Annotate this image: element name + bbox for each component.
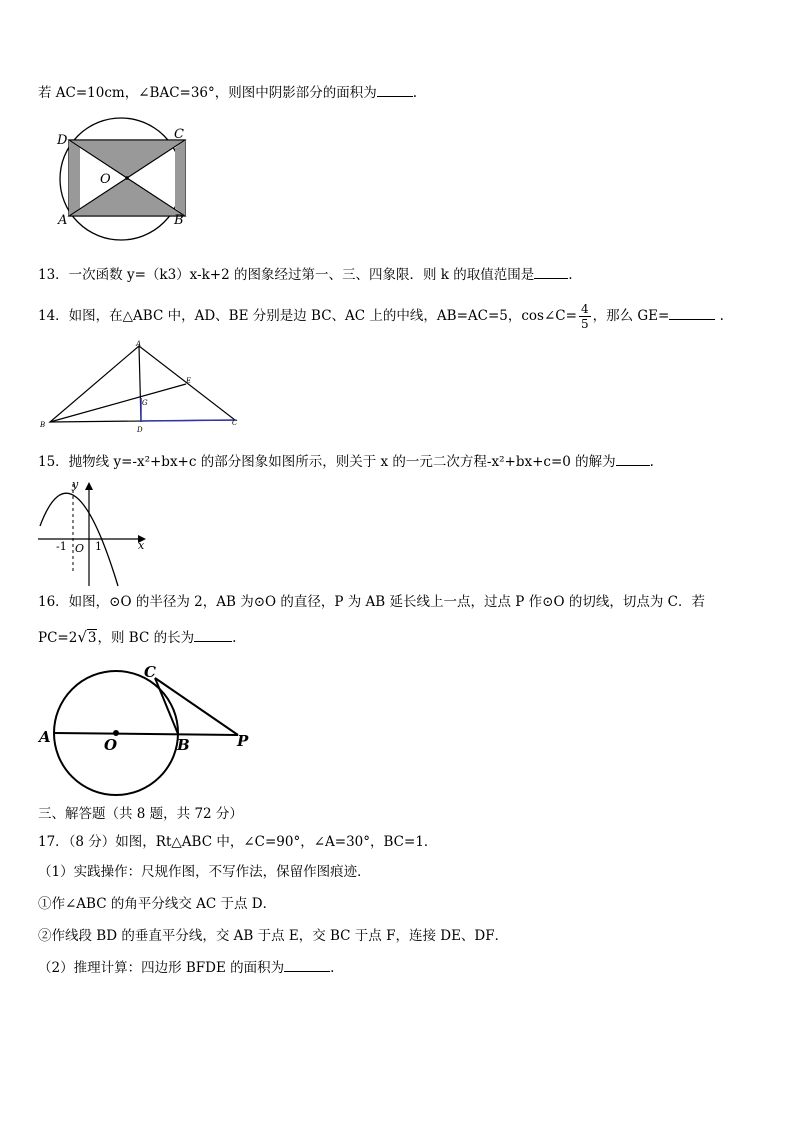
figure-q12	[50, 118, 190, 243]
q12-shaded-right-segment	[175, 140, 185, 216]
q13-text: 13．一次函数 y=（k3）x-k+2 的图象经过第一、三、四象限．则 k 的取值范围是	[38, 267, 535, 283]
q14-fraction-numerator: 4	[580, 302, 589, 316]
q14-fraction	[579, 302, 591, 331]
q13-answer-blank[interactable]	[534, 265, 568, 279]
q14-tail: ，那么 GE=	[592, 308, 670, 324]
q12-text: 若 AC=10cm，∠BAC=36°，则图中阴影部分的面积为	[38, 85, 377, 101]
q16-label-b: B	[177, 736, 190, 754]
q12-answer-blank[interactable]	[377, 83, 413, 97]
q14-label-b: B	[40, 421, 46, 429]
q17-intro: 17．（8 分）如图，Rt△ABC 中，∠C=90°，∠A=30°，BC=1．	[38, 834, 438, 850]
q17-end: .	[330, 960, 335, 976]
figure-q14	[38, 340, 248, 435]
q16-text-line-1	[38, 593, 705, 611]
q14-fraction-denominator: 5	[580, 317, 589, 331]
q12-center-point	[125, 176, 129, 180]
q12-shaded-bottom	[69, 178, 185, 216]
q17-step1: ①作∠ABC 的角平分线交 AC 于点 D．	[38, 896, 277, 912]
q16-text-line1: 16．如图，⊙O 的半径为 2，AB 为⊙O 的直径，P 为 AB 延长线上一点，过点 P 作⊙O 的切线，切点为 C．若	[38, 594, 705, 610]
q16-end: .	[232, 630, 237, 646]
q15-label-y: y	[72, 478, 79, 491]
q17-part2: （2）推理计算：四边形 BFDE 的面积为	[38, 960, 285, 976]
q17-part2-line	[38, 958, 334, 977]
figure-q16	[38, 660, 268, 800]
q14-label-g: G	[142, 399, 148, 407]
q14-text: 14．如图，在△ABC 中，AD、BE 分别是边 BC、AC 上的中线，AB=AC=5，cos∠C=	[38, 308, 577, 324]
q17-answer-blank[interactable]	[284, 958, 330, 972]
q12-label-o: O	[100, 172, 111, 187]
q16-answer-blank[interactable]	[194, 628, 232, 642]
q14-median-be	[50, 384, 186, 422]
q12-label-b: B	[174, 213, 184, 228]
q14-triangle	[50, 346, 235, 422]
q12-label-d: D	[57, 133, 68, 148]
q17-part1: （1）实践操作：尺规作图，不写作法，保留作图痕迹．	[38, 864, 371, 880]
q14-label-d: D	[137, 426, 143, 434]
q15-end: .	[649, 454, 654, 470]
q15-text-line	[38, 452, 654, 471]
q14-end: .	[719, 308, 724, 324]
q12-label-a: A	[58, 213, 68, 228]
figure-q15	[38, 478, 158, 588]
q15-label-neg1: -1	[56, 540, 67, 553]
q12-label-c: C	[174, 127, 184, 142]
q16-text-a: PC=2	[38, 630, 78, 646]
q12-shaded-left-segment	[69, 140, 80, 216]
q16-label-a: A	[39, 728, 51, 746]
q15-text: 15．抛物线 y=-x²+bx+c 的部分图象如图所示，则关于 x 的一元二次方程-x²+bx+c=0 的解为	[38, 454, 616, 470]
q13-end: .	[568, 267, 573, 283]
q14-label-e: E	[186, 377, 192, 385]
q16-label-p: P	[237, 732, 249, 750]
q12-text-line	[38, 83, 417, 102]
q14-base-segment-blue	[141, 420, 235, 421]
q16-label-c: C	[144, 663, 156, 681]
q14-text-line	[38, 300, 724, 332]
q14-answer-blank[interactable]	[669, 306, 715, 320]
q13-text-line	[38, 265, 573, 284]
q15-answer-blank[interactable]	[616, 452, 650, 466]
q15-label-one: 1	[95, 540, 102, 553]
q14-label-a: A	[136, 340, 142, 348]
q16-text-line-2: PC=2√3，则 BC 的长为 .	[38, 628, 237, 646]
q16-text-b: ，则 BC 的长为	[97, 630, 195, 646]
q15-label-x: x	[138, 539, 145, 552]
q14-label-c: C	[232, 419, 238, 427]
q15-label-origin: O	[75, 542, 85, 555]
section3-heading: 三、解答题（共 8 题，共 72 分）	[38, 806, 243, 822]
q12-shaded-top	[69, 140, 185, 178]
q16-label-o: O	[104, 736, 118, 754]
q15-y-axis-arrow	[85, 482, 93, 490]
q17-step2: ②作线段 BD 的垂直平分线，交 AB 于点 E，交 BC 于点 F，连接 DE、DF．	[38, 928, 509, 944]
q12-end: .	[412, 85, 418, 101]
q16-line-ap	[54, 733, 238, 735]
q16-sqrt: 3	[87, 630, 97, 646]
